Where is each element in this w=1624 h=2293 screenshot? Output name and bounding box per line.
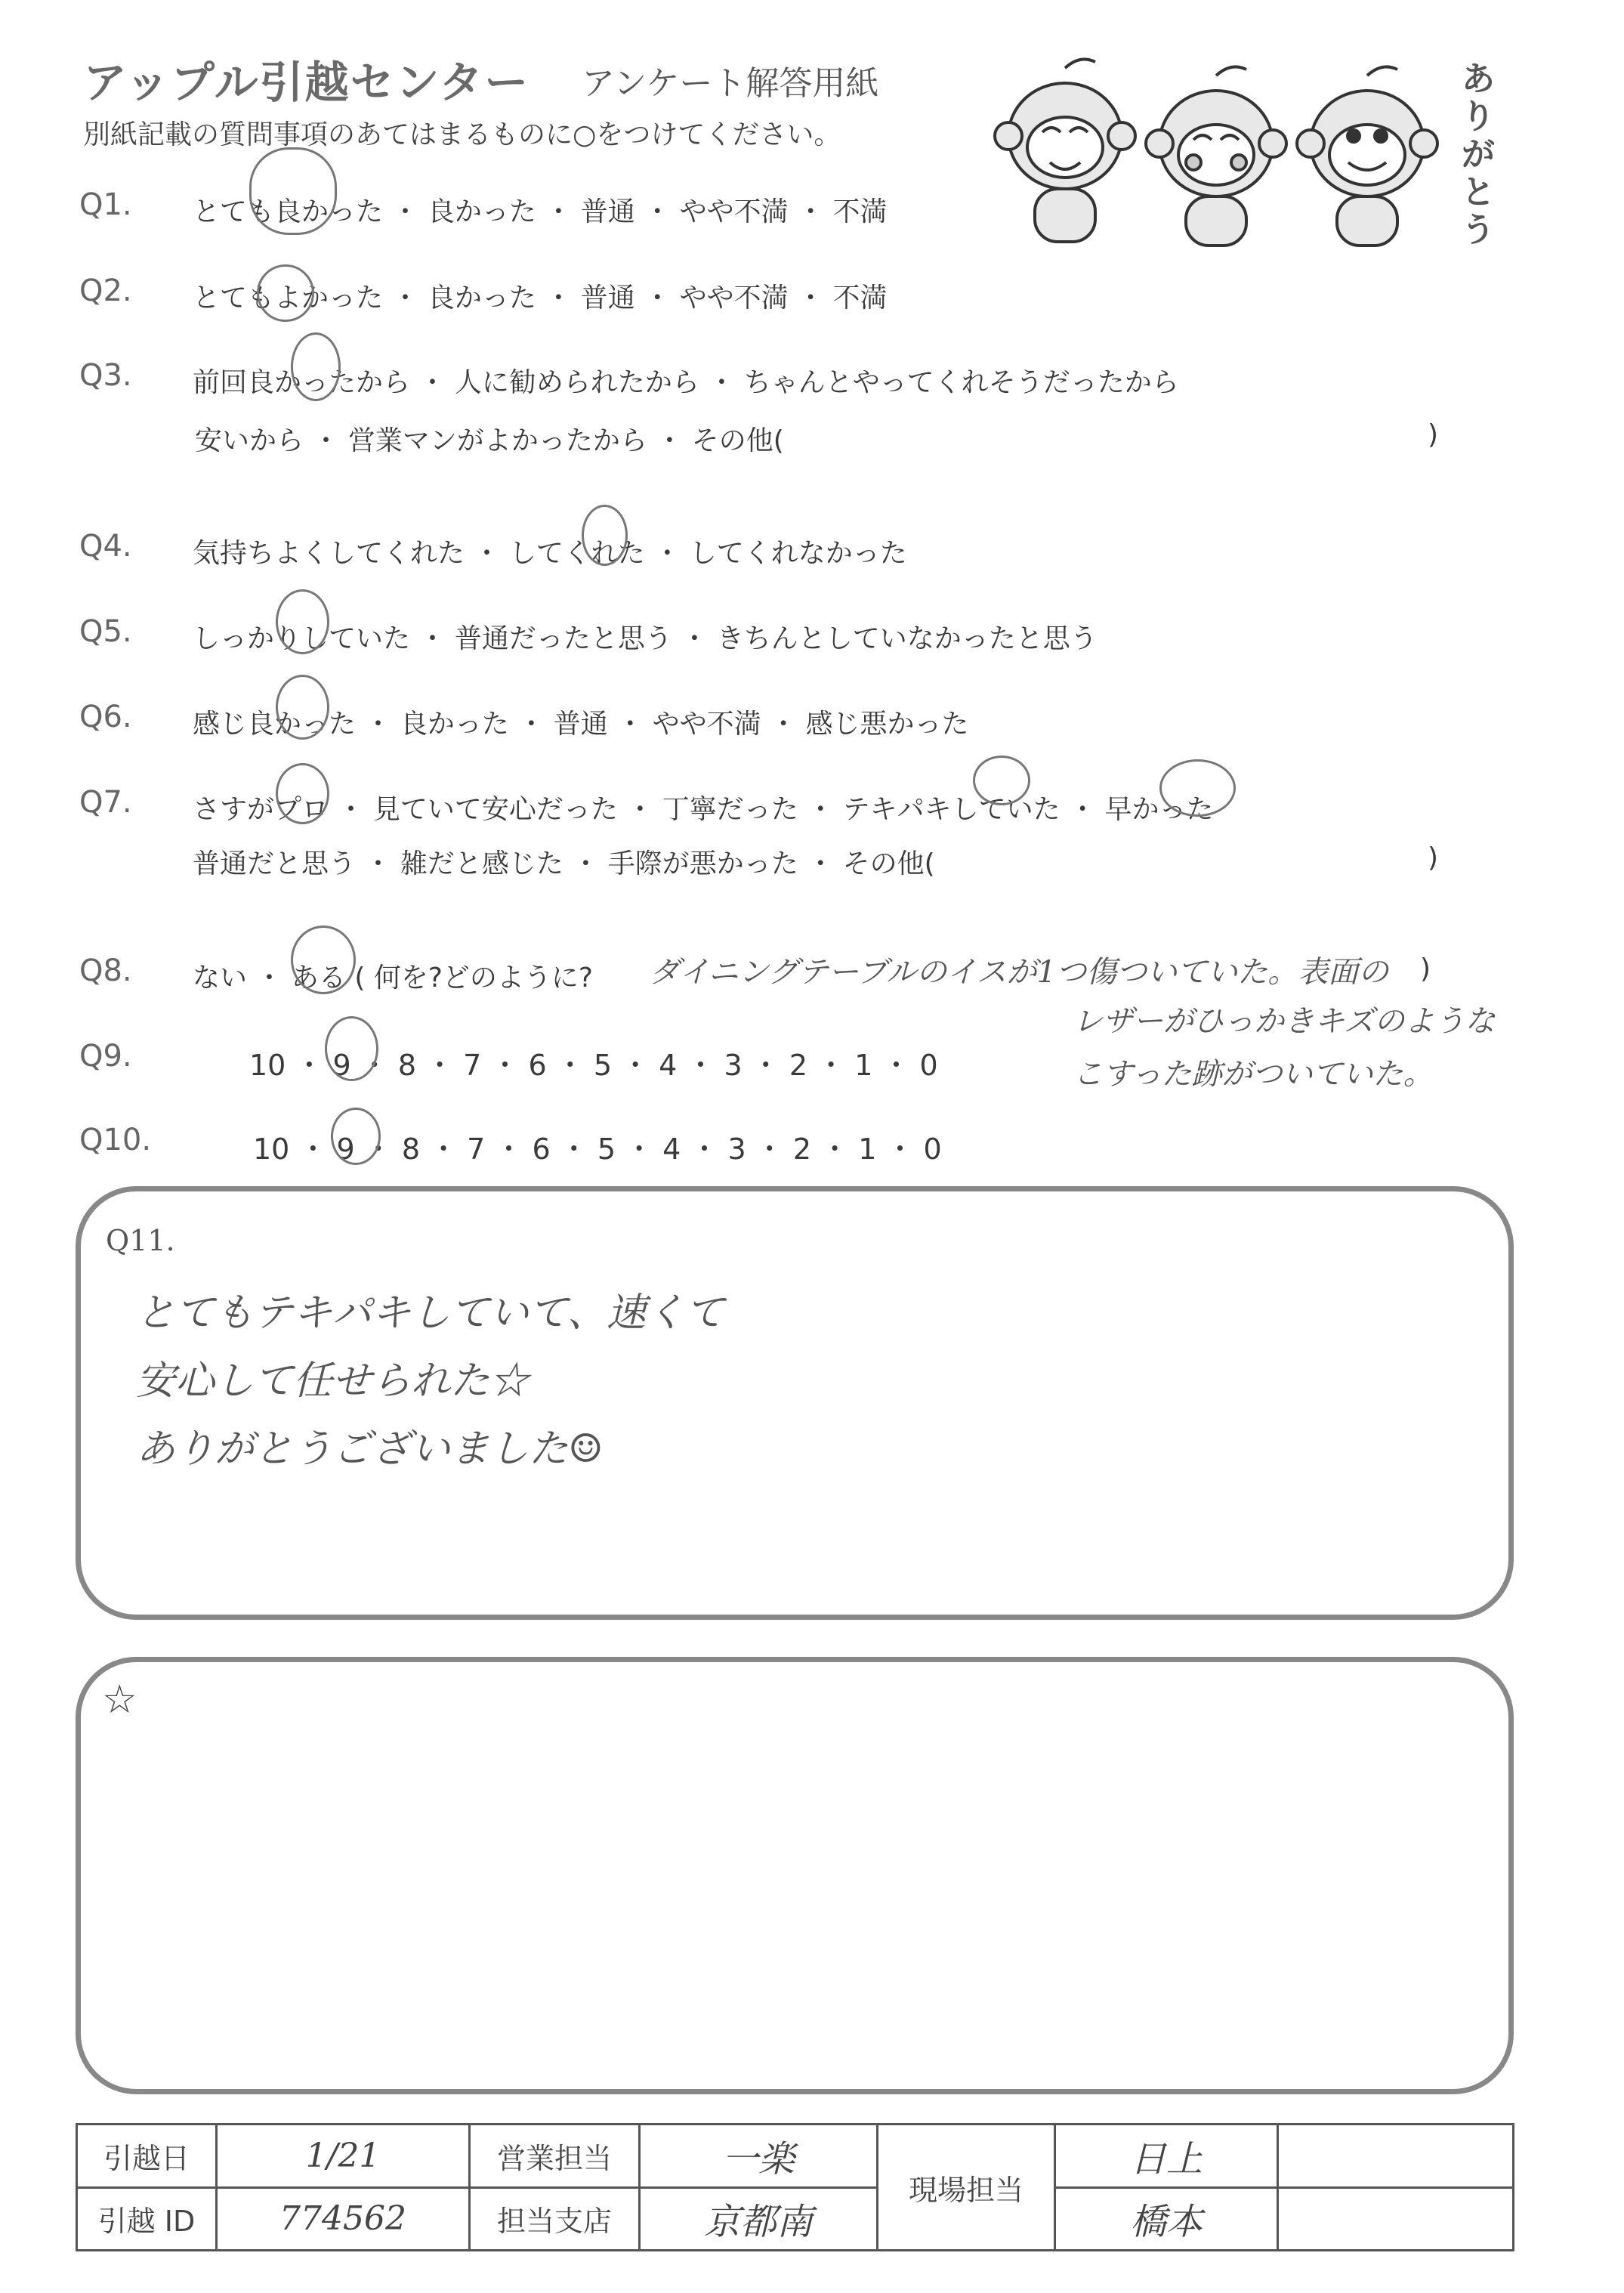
q8-handwritten-answer-line3: こすった跡がついていた。 [1073, 1057, 1434, 1092]
q3-options-line2: 安いから ・ 営業マンがよかったから ・ その他( [195, 425, 784, 456]
q7-options-line1: さすがプロ ・ 見ていて安心だった ・ 丁寧だった ・ テキパキしていた ・ 早かった [193, 794, 1214, 825]
q1-options: とても良かった ・ 良かった ・ 普通 ・ やや不満 ・ 不満 [193, 196, 888, 227]
q7-label: Q7. [79, 785, 132, 820]
q3-other-close: ) [1428, 419, 1439, 450]
q3-label: Q3. [79, 358, 132, 393]
q2-options: とてもよかった ・ 良かった ・ 普通 ・ やや不満 ・ 不満 [193, 283, 888, 314]
q6-label: Q6. [79, 700, 132, 734]
q8-handwritten-answer-line2: レザーがひっかきキズのような [1073, 1004, 1496, 1039]
star-comment-box [76, 1657, 1514, 2094]
site-rep-extra-1 [1278, 2125, 1514, 2188]
move-info-table [76, 2123, 1514, 2251]
q8-close: ) [1420, 953, 1431, 984]
monkey-mascot-illustration [990, 53, 1518, 257]
site-rep-value-1: 日上 [1055, 2125, 1278, 2188]
site-rep-label: 現場担当 [878, 2125, 1055, 2251]
q5-answer-circle [276, 589, 329, 654]
q7-other-close: ) [1428, 842, 1439, 873]
move-id-label: 引越 ID [77, 2187, 217, 2251]
branch-value: 京都南 [640, 2187, 878, 2251]
form-title: アップル引越センター [83, 57, 530, 108]
q9-scale: 10 ・ 9 ・ 8 ・ 7 ・ 6 ・ 5 ・ 4 ・ 3 ・ 2 ・ 1 ・ 0 [249, 1049, 938, 1082]
q7-answer-circle-pro [276, 763, 329, 824]
q8-answer-circle [291, 926, 356, 994]
q5-options: しっかりしていた ・ 普通だったと思う ・ きちんとしていなかったと思う [193, 623, 1098, 654]
q4-options: 気持ちよくしてくれた ・ してくれた ・ してくれなかった [193, 538, 907, 569]
q3-options-line1: 前回良かったから ・ 人に勧められたから ・ ちゃんとやってくれそうだったから [193, 367, 1179, 398]
q4-label: Q4. [79, 529, 132, 564]
q2-answer-circle [257, 264, 314, 322]
branch-label: 担当支店 [470, 2187, 640, 2251]
q11-label: Q11. [106, 1224, 175, 1257]
q8-handwritten-answer-line1: ダイニングテーブルのイスが1つ傷ついていた。表面の [650, 955, 1389, 990]
sales-rep-value: 一楽 [640, 2125, 878, 2188]
q11-handwritten-line1: とてもテキパキしていて、速くて [136, 1290, 724, 1336]
q10-scale: 10 ・ 9 ・ 8 ・ 7 ・ 6 ・ 5 ・ 4 ・ 3 ・ 2 ・ 1 ・ 0 [253, 1133, 942, 1166]
site-rep-value-2: 橋本 [1055, 2187, 1278, 2251]
q9-answer-circle [325, 1016, 378, 1081]
arigatou-mascot-text: ありがとう [1462, 60, 1495, 249]
q3-answer-circle [291, 332, 341, 401]
q2-label: Q2. [79, 273, 132, 308]
instruction-text: 別紙記載の質問事項のあてはまるものに○をつけてください。 [83, 119, 841, 150]
q6-answer-circle [276, 675, 329, 740]
move-date-label: 引越日 [77, 2125, 217, 2188]
star-icon: ☆ [102, 1677, 137, 1723]
form-subtitle: アンケート解答用紙 [582, 64, 879, 103]
q5-label: Q5. [79, 614, 132, 649]
move-date-value: 1/21 [217, 2125, 470, 2188]
site-rep-extra-2 [1278, 2187, 1514, 2251]
q6-options: 感じ良かった ・ 良かった ・ 普通 ・ やや不満 ・ 感じ悪かった [193, 709, 969, 740]
q4-answer-circle [582, 505, 628, 566]
q7-answer-circle-hayakatta [1159, 759, 1236, 817]
q10-label: Q10. [79, 1123, 152, 1157]
q8-label: Q8. [79, 953, 132, 988]
move-id-value: 774562 [217, 2187, 470, 2251]
q11-handwritten-line3: ありがとうございました☺ [136, 1426, 604, 1472]
q1-answer-circle [249, 147, 337, 235]
q1-label: Q1. [79, 187, 132, 222]
q8-options: ない ・ ある ( 何を?どのように? [193, 963, 594, 994]
q10-answer-circle [331, 1108, 381, 1165]
q7-answer-circle-tekipaki [973, 756, 1030, 805]
sales-rep-label: 営業担当 [470, 2125, 640, 2188]
q7-options-line2: 普通だと思う ・ 雑だと感じた ・ 手際が悪かった ・ その他( [193, 848, 935, 879]
q11-handwritten-line2: 安心して任せられた☆ [136, 1358, 529, 1404]
q9-label: Q9. [79, 1039, 132, 1074]
